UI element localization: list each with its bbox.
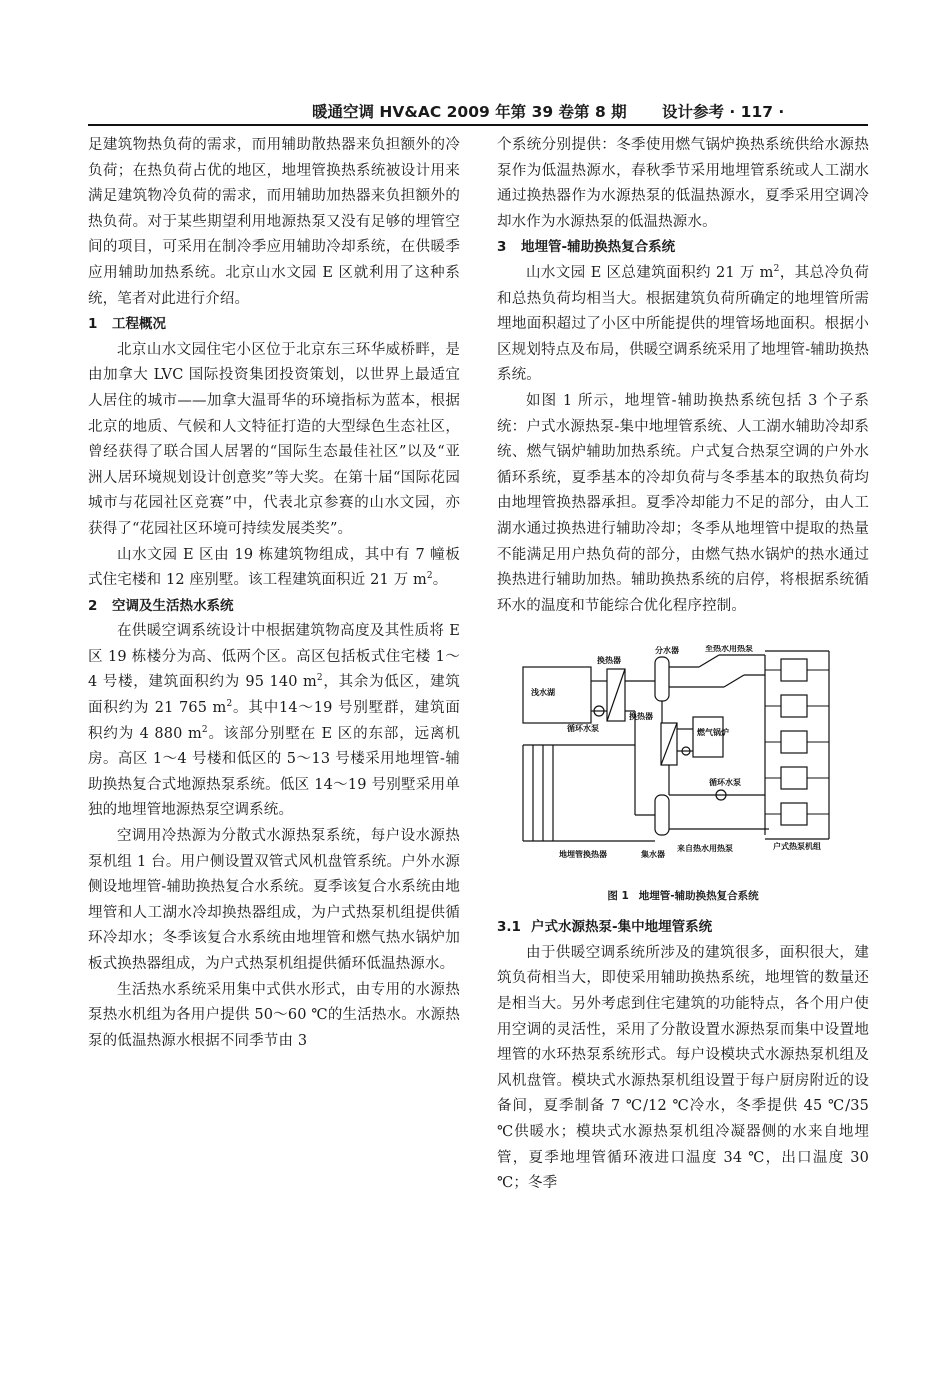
superscript: 2 [201,724,208,735]
right-column [497,133,869,1197]
section-2-paragraph-2: 空调用冷热源为分散式水源热泵系统，每户设水源热泵机组 1 台。用户侧设置双管式风机盘管系统。户外水源侧设地埋管-辅助换热复合水系统。夏季该复合水系统由地埋管和人工湖水冷却换热器组成，为户式热泵机组提供循环冷却水；冬季该复合水系统由地埋管和燃气热水锅炉加板式换热器组成，为户式热泵机组提供循环低温热源水。 [88,828,460,972]
label-to-hot-water: 至热水用热泵 [705,645,753,654]
section-number: 3.1 [497,919,521,936]
section-title: 空调及生活热水系统 [112,597,234,614]
left-column [88,133,460,1054]
superscript: 2 [316,673,323,684]
water-distributor [655,657,669,701]
superscript: 2 [773,264,780,275]
section-3-heading [497,235,869,261]
heat-pump-units [781,659,807,825]
text-run: 。其中14～19 号别墅群，建筑面积约为 4 880 m [88,700,460,742]
text-run: 山水文园 E 区总建筑面积约 21 万 m [526,264,774,281]
section-number: 3 [497,239,507,256]
section-title: 工程概况 [112,316,166,333]
section-1-heading [88,312,460,338]
header-rule [88,124,868,126]
section-title: 地埋管-辅助换热复合系统 [521,239,676,256]
text-run: 山水文园 E 区由 19 栋建筑物组成，其中有 7 幢板式住宅楼和 12 座别墅。该工程建筑面积近 21 万 m [88,546,460,589]
superscript: 2 [426,571,433,582]
section-2-heading [88,594,460,620]
label-from-hot-water: 来自热水用热泵 [677,844,733,854]
journal-info: 暖通空调 HV&AC 2009 年第 39 卷第 8 期 [312,103,627,121]
label-boiler: 燃气锅炉 [697,728,729,738]
superscript: 2 [226,699,233,710]
water-collector [655,795,669,835]
intro-paragraph: 足建筑物热负荷的需求，而用辅助散热器来负担额外的冷负荷；在热负荷占优的地区，地埋管换热系统被设计用来满足建筑物冷负荷的需求，而用辅助加热器来负担额外的热负荷。对于某些期望利用地源热泵又没有足够的埋管空间的项目，可采用在制冷季应用辅助冷却系统，在供暖季应用辅助加热系统。北京山水文园 E 区就利用了这种系统，笔者对此进行介绍。 [88,137,460,307]
text-run: 。该部分别墅在 E 区的东部，远离机房。高区 1～4 号楼和低区的 5～13 号楼采用地埋管-辅助换热复合式地源热泵系统。低区 14～19 号别墅采用单独的地埋管地源热泵空调系统。 [88,725,460,819]
label-collector: 集水器 [641,850,665,860]
figure-number: 图 1 [607,890,629,903]
figure-1 [497,645,869,887]
section-1-paragraph-1: 北京山水文园住宅小区位于北京东三环华威桥畔，是由加拿大 LVC 国际投资集团投资策划，以世界上最适宜人居住的城市——加拿大温哥华的环境指标为蓝本，根据北京的地质、气候和人文特征打造的大型绿色生态社区，曾经获得了联合国人居署的“国际生态最佳社区”以及“亚洲人居环境规划设计创意奖”等大奖。在第十届“国际花园城市与花园社区竞赛”中，代表北京参赛的山水文园，亦获得了“花园社区环境可持续发展类奖”。 [88,341,460,537]
text-run: 。 [432,572,448,589]
label-ground-hx: 地埋管换热器 [559,850,607,860]
section-2-paragraph-1 [88,619,460,824]
section-number: 2 [88,597,98,614]
label-distributor: 分水器 [655,646,679,656]
heat-pump-unit [781,695,807,717]
continued-paragraph: 个系统分别提供：冬季使用燃气锅炉换热系统供给水源热泵作为低温热源水，春秋季节采用地埋管系统或人工湖水通过换热器作为水源热泵的低温热源水，夏季采用空调冷却水作为水源热泵的低温热源水。 [497,137,869,230]
figure-title: 地埋管-辅助换热复合系统 [638,890,759,903]
gas-boiler [693,717,723,757]
section-3-paragraph-2: 如图 1 所示，地埋管-辅助换热系统包括 3 个子系统：户式水源热泵-集中地埋管系统、人工湖水辅助冷却系统、燃气锅炉辅助加热系统。户式复合热泵空调的户外水循环系统，夏季基本的冷却负荷与冬季基本的取热负荷均由地埋管换热器承担。夏季冷却能力不足的部分，由人工湖水通过换热进行辅助冷却；冬季从地埋管中提取的热量不能满足用户热负荷的部分，由燃气热水锅炉的热水通过换热进行辅助加热。辅助换热系统的启停，将根据系统循环水的温度和节能综合优化程序控制。 [497,392,869,614]
section-3-paragraph-1 [497,261,869,389]
running-header [88,96,868,124]
text-run: ，其余为低区，建筑面积约为 21 765 m [88,674,460,717]
label-lake: 浅水湖 [531,688,555,698]
section-title: 户式水源热泵-集中地埋管系统 [531,919,713,936]
label-units: 户式热泵机组 [773,842,821,852]
label-pump-right: 循环水泵 [709,778,741,788]
section-number: 1 [88,316,98,333]
section-page-number: 设计参考 · 117 · [662,103,785,121]
section-3-1-heading [497,915,869,941]
system-diagram [509,645,849,859]
section-1-paragraph-2 [88,543,460,594]
label-pump-left: 循环水泵 [567,724,599,734]
heat-pump-unit [781,803,807,825]
text-run: 在供暖空调系统设计中根据建筑物高度及其性质将 E 区 19 栋楼分为高、低两个区。高区包括板式住宅楼 1～4 号楼，建筑面积约为 95 140 m [88,623,460,691]
text-run: ，其总冷负荷和总热负荷均相当大。根据建筑负荷所确定的地埋管所需埋地面积超过了小区中所能提供的埋管场地面积。根据小区规划特点及布局，供暖空调系统采用了地埋管-辅助换热系统。 [497,264,869,384]
heat-pump-unit [781,767,807,789]
figure-caption [497,887,869,905]
heat-pump-unit [781,731,807,753]
label-heat-exchanger-mid: 换热器 [629,712,653,722]
heat-pump-unit [781,659,807,681]
label-heat-exchanger-top: 换热器 [597,656,621,666]
section-3-1-paragraph-1: 由于供暖空调系统所涉及的建筑很多，面积很大，建筑负荷相当大，即使采用辅助换热系统，地埋管的数量还是相当大。另外考虑到住宅建筑的功能特点，各个用户使用空调的灵活性，采用了分散设置水源热泵而集中设置地埋管的水环热泵系统形式。每户设模块式水源热泵机组及风机盘管。模块式水源热泵机组设置于每户厨房附近的设备间，夏季制备 7 ℃/12 ℃冷水，冬季提供 45 ℃/35 ℃供暖水；模块式水源热泵机组冷凝器侧的水来自地埋管，夏季地埋管循环液进口温度 34 ℃，出口温度 30 ℃；冬季 [497,944,869,1192]
section-2-paragraph-3: 生活热水系统采用集中式供水形式，由专用的水源热泵热水机组为各用户提供 50～60 ℃的生活热水。水源热泵的低温热源水根据不同季节由 3 [88,981,460,1049]
